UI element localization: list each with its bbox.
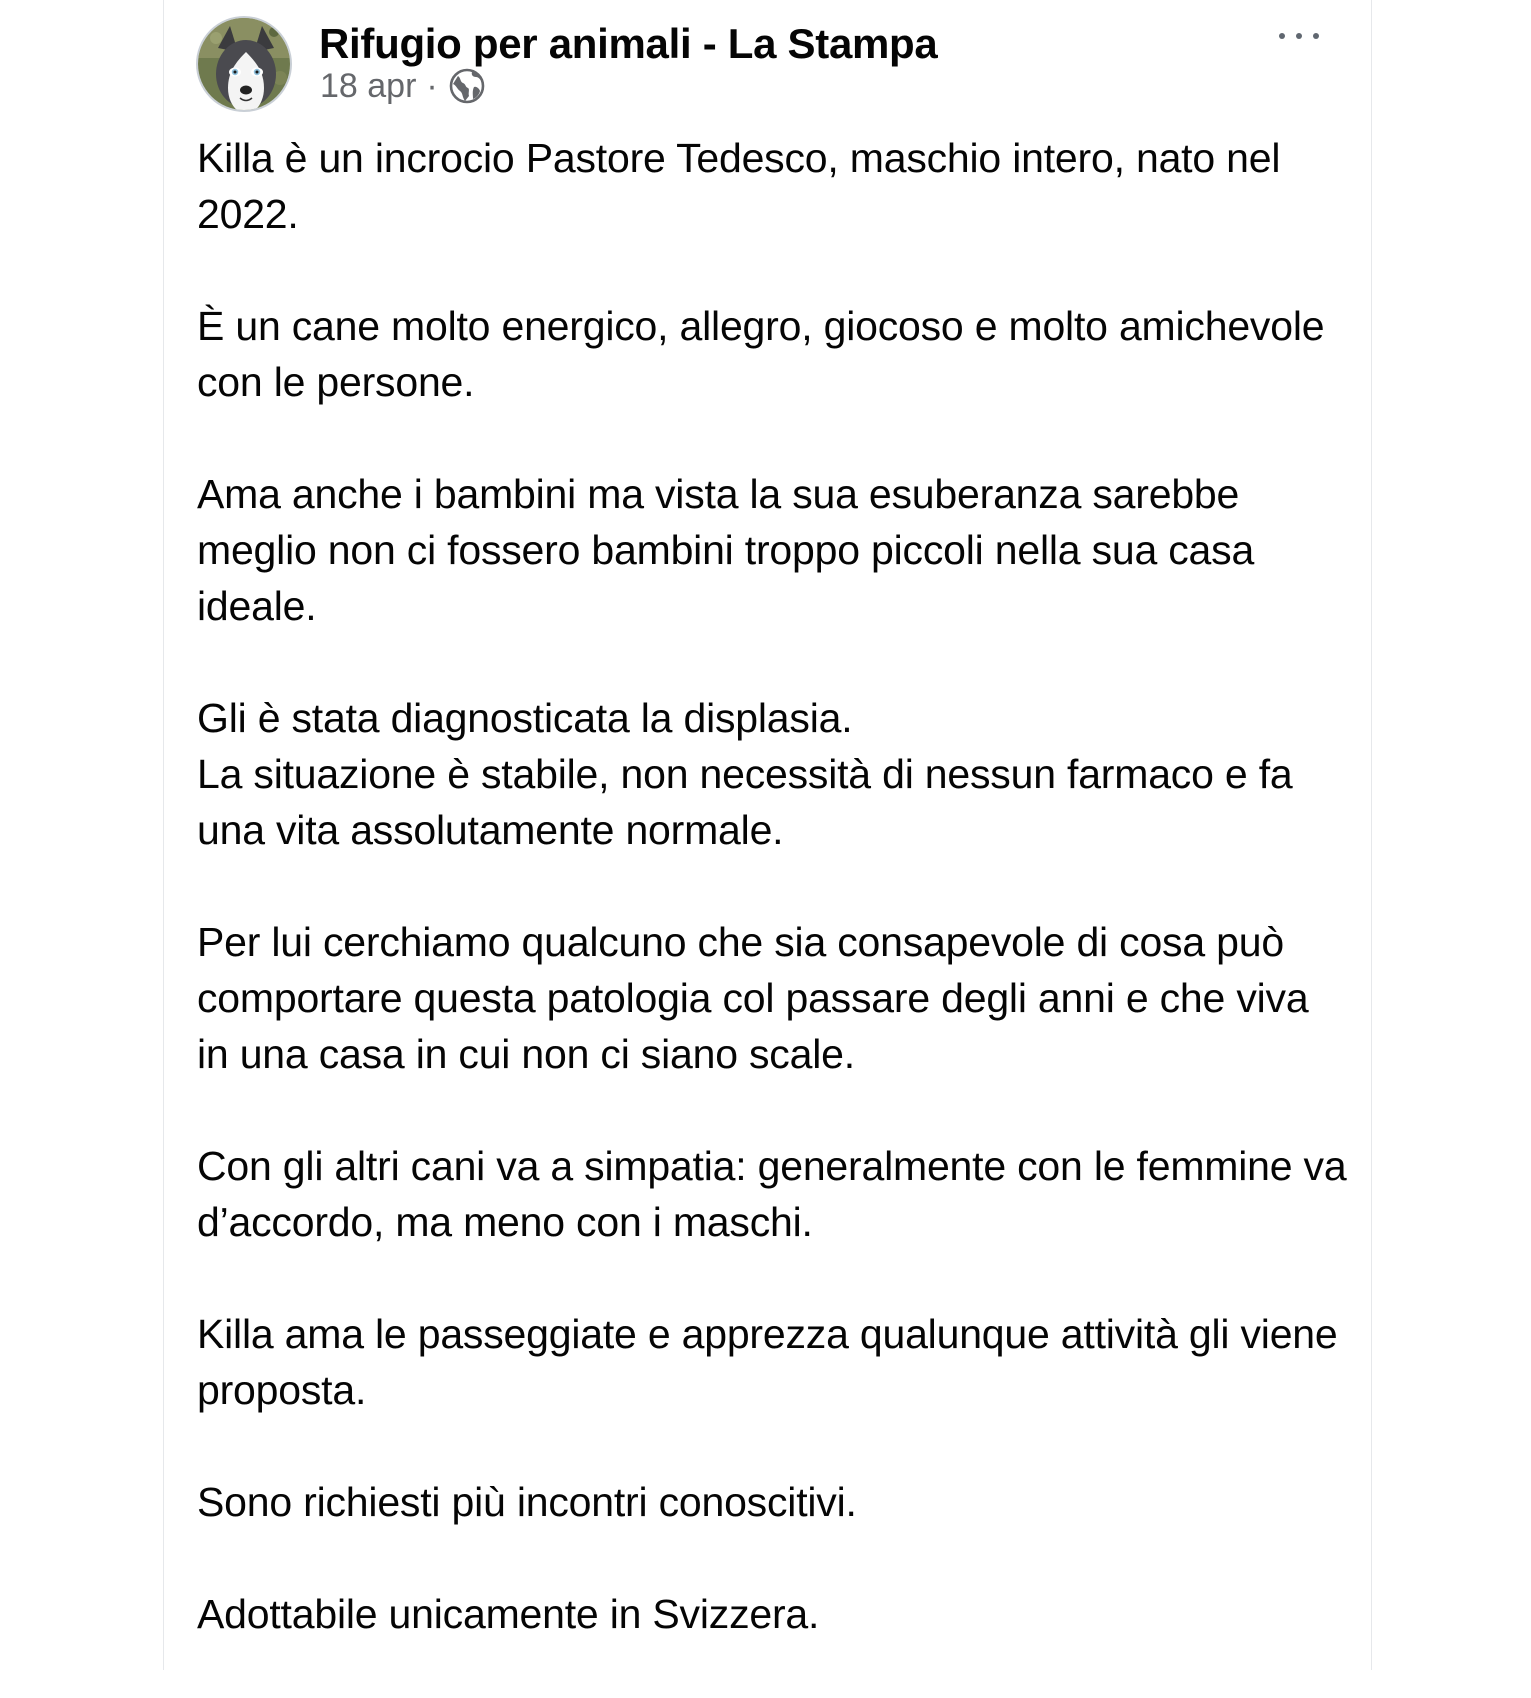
post-paragraph-line: Killa è un incrocio Pastore Tedesco, maschio intero, nato nel 2022.: [197, 135, 1281, 237]
more-options-icon-dot: [1313, 33, 1319, 39]
more-options-button[interactable]: [1273, 16, 1325, 56]
meta-separator: ·: [426, 67, 438, 105]
post-paragraph-line: Gli è stata diagnosticata la displasia.: [197, 695, 853, 741]
post-paragraph-line: Per lui cerchiamo qualcuno che sia consapevole di cosa può comportare questa patologia col passare degli anni e che viva in una casa in cui non ci siano scale.: [197, 919, 1309, 1077]
post-paragraph-line: È un cane molto energico, allegro, giocoso e molto amichevole con le persone.: [197, 303, 1325, 405]
post-paragraph: [197, 466, 1347, 634]
post-paragraph-line: Killa ama le passeggiate e apprezza qualunque attività gli viene proposta.: [197, 1311, 1338, 1413]
post-card: [163, 0, 1372, 1670]
post-text: [197, 130, 1347, 1698]
post-paragraph-line: Adottabile unicamente in Svizzera.: [197, 1591, 820, 1637]
post-paragraph: [197, 130, 1347, 242]
page-name[interactable]: Rifugio per animali - La Stampa: [319, 20, 938, 67]
post-paragraph-line: Con gli altri cani va a simpatia: generalmente con le femmine va d’accordo, ma meno con i maschi.: [197, 1143, 1347, 1245]
husky-avatar-image: [198, 18, 292, 112]
post-paragraph-line: La situazione è stabile, non necessità di nessun farmaco e fa una vita assolutamente normale.: [197, 751, 1293, 853]
post-paragraph: [197, 1138, 1347, 1250]
post-paragraph-line: Ama anche i bambini ma vista la sua esuberanza sarebbe meglio non ci fossero bambini troppo piccoli nella sua casa ideale.: [197, 471, 1255, 629]
post-paragraph: [197, 914, 1347, 1082]
post-paragraph: [197, 1306, 1347, 1418]
post-paragraph-line: Sono richiesti più incontri conoscitivi.: [197, 1479, 857, 1525]
page-avatar[interactable]: [196, 16, 292, 112]
post-paragraph: [197, 1474, 1347, 1530]
globe-icon[interactable]: [448, 67, 486, 105]
more-options-icon-dot: [1279, 33, 1285, 39]
post-paragraph: [197, 298, 1347, 410]
more-options-icon-dot: [1296, 33, 1302, 39]
post-paragraph: [197, 1586, 1347, 1642]
post-paragraph: [197, 690, 1347, 858]
post-date[interactable]: 18 apr: [320, 67, 417, 105]
post-meta: [320, 64, 486, 108]
